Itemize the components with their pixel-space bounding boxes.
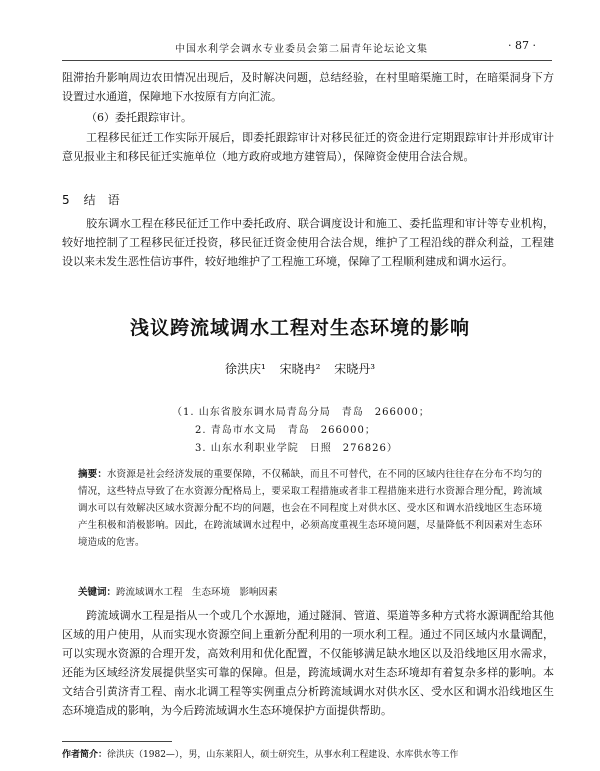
footnote-text: 徐洪庆（1982—），男，山东莱阳人，硕士研究生，从事水利工程建设、水库供水等工作 [107,750,459,760]
keywords [78,584,278,598]
abstract-label: 摘要： [78,469,108,480]
keywords-label: 关键词： [78,587,117,598]
prev-paragraph: 阻滞抬升影响周边农田情况出现后，及时解决问题，总结经验，在村里暗渠施工时，在暗渠洞身下方设置过水通道，保障地下水按原有方向汇流。 [62,71,554,103]
article-title: 浅议跨流域调水工程对生态环境的影响 [129,317,470,339]
author-list [0,360,600,377]
prev-item-6: （6）委托跟踪审计。 [86,111,192,124]
affiliation: 3. 山东水利职业学院 日照 276826） [195,443,398,454]
prev-paragraph-2: 工程移民征迁工作实际开展后，即委托跟踪审计对移民征迁的资金进行定期跟踪审计并形成审计意见报业主和移民征迁实施单位（地方政府或地方建管局），保障资金使用合法合规。 [62,131,554,163]
abstract [78,466,542,551]
conclusion-paragraph: 胶东调水工程在移民征迁工作中委托政府、联合调度设计和施工、委托监理和审计等专业机构，较好地控制了工程移民征迁投资，移民征迁资金使用合法合规，维护了工程沿线的群众利益，工程建设以来未发生恶性信访事件，较好地维护了工程施工环境，保障了工程顺利建成和调水运行。 [62,217,554,268]
body-paragraph: 跨流域调水工程是指从一个或几个水源地，通过隧洞、管道、渠道等多种方式将水源调配给其他区域的用户使用，从而实现水资源空间上重新分配利用的一项水利工程。通过不同区域内水量调配，可以实现水资源的合理开发，高效利用和优化配置，不仅能够满足缺水地区以及沿线地区用水需求，还能为区域经济发展提供坚实可靠的保障。但是，跨流域调水对生态环境却有着复杂多样的影响。本文结合引黄济青工程、南水北调工程等实例重点分析跨流域调水对供水区、受水区和调水沿线地区生态环境造成的影响，为今后跨流域调水生态环境保护方面提供帮助。 [62,609,554,717]
section-heading: 5 结 语 [62,193,120,207]
author-footnote [62,747,458,760]
page-number: · 87 · [508,39,536,52]
footnote-rule [62,741,172,742]
keywords-text: 跨流域调水工程 生态环境 影响因素 [116,587,278,598]
author: 徐洪庆¹ [224,362,266,376]
affiliation: （1. 山东省胶东调水局青岛分局 青岛 266000； [172,407,430,418]
abstract-text: 水资源是社会经济发展的重要保障，不仅稀缺，而且不可替代，在不同的区域内往往存在分布不均匀的情况，这些特点导致了在水资源分配格局上，要采取工程措施或者非工程措施来进行水资源合理分配，跨流域调水可以有效解决区域水资源分配不均的问题，也会在不同程度上对供水区、受水区和调水沿线地区生态环境产生积极和消极影响。因此，在跨流域调水过程中，必须高度重视生态环境问题，尽量降低不利因素对生态环境造成的危害。 [78,469,542,548]
author: 宋晓冉² [279,362,321,376]
footnote-label: 作者简介： [62,750,108,760]
header-rule [62,60,552,61]
author: 宋晓丹³ [334,362,376,376]
affiliation: 2. 青岛市水文局 青岛 266000； [195,425,376,436]
running-title: 中国水利学会调水专业委员会第二届青年论坛论文集 [175,44,428,55]
running-header [0,38,600,58]
